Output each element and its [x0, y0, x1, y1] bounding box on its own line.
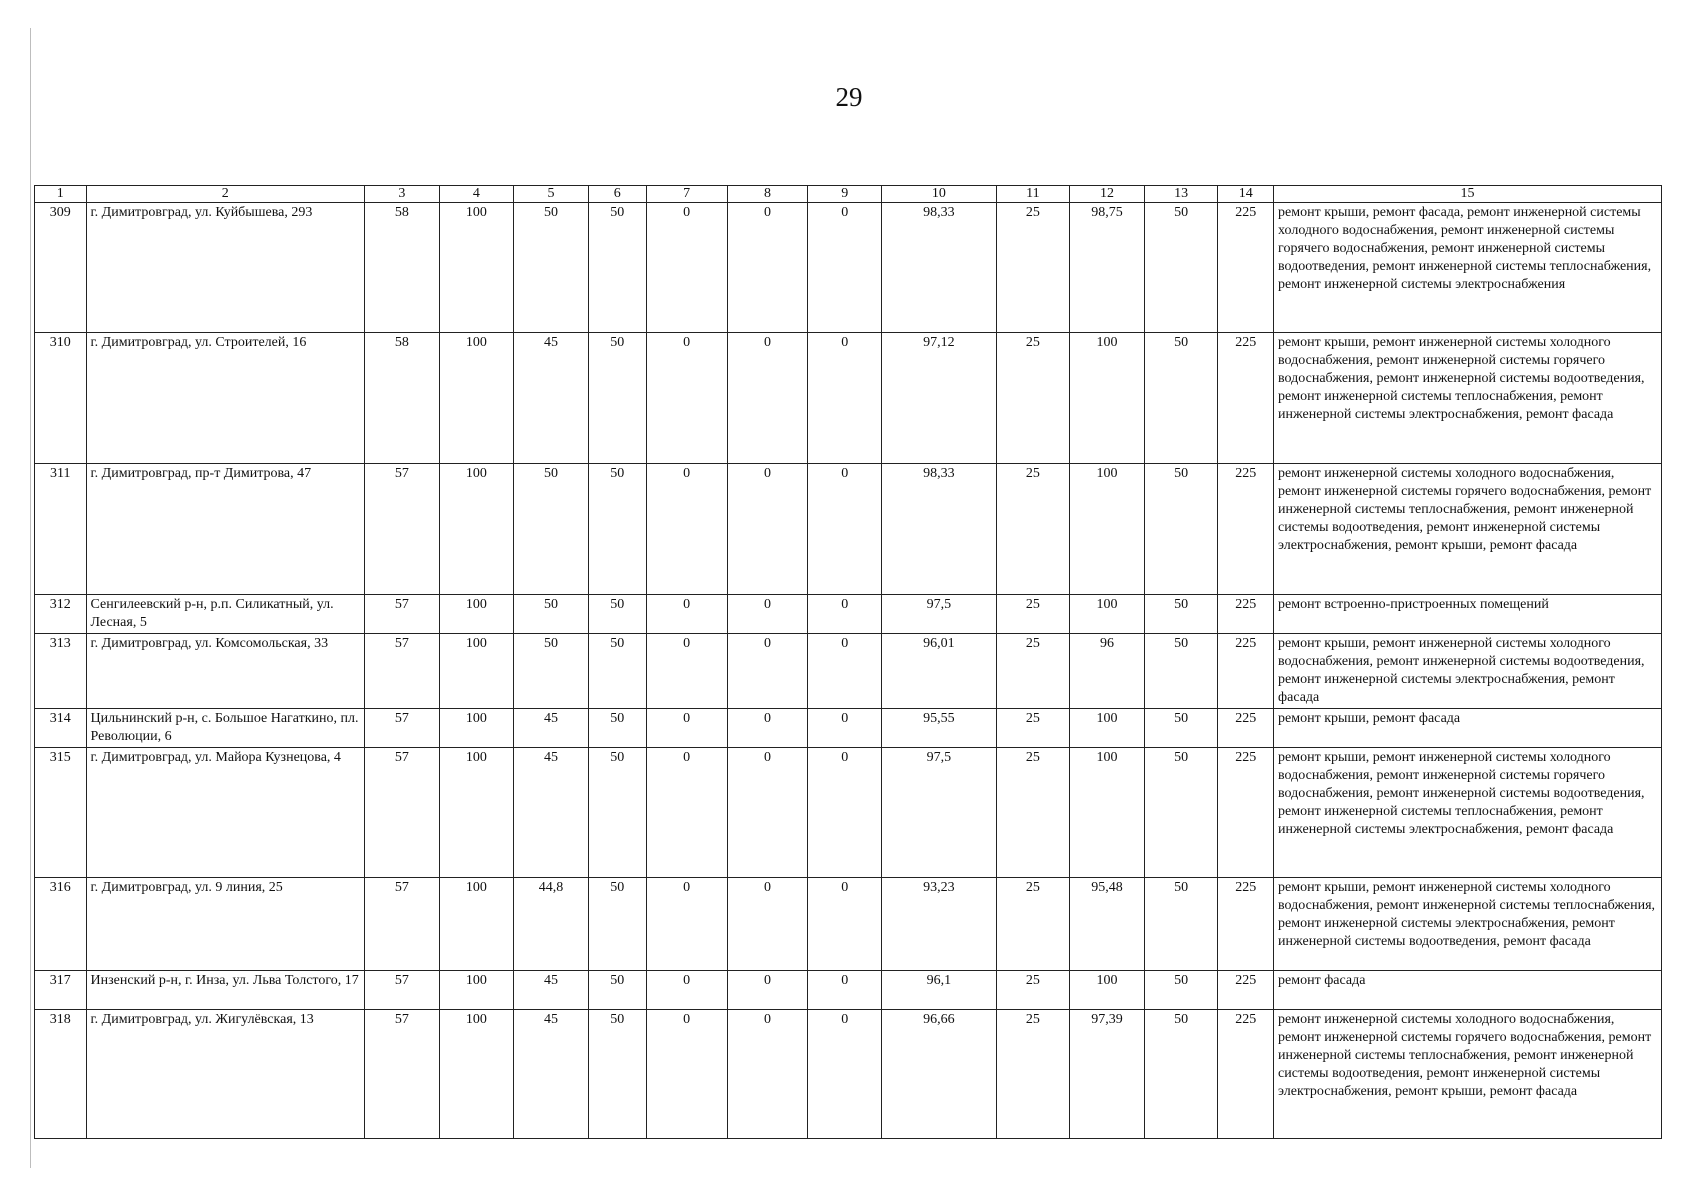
value-cell: 95,48	[1070, 878, 1145, 971]
table-row	[35, 333, 1662, 464]
value-cell: 45	[514, 709, 589, 748]
value-cell: 96,01	[882, 634, 997, 709]
value-cell: 50	[588, 203, 646, 333]
value-cell: 50	[1144, 595, 1218, 634]
value-cell: 0	[727, 203, 808, 333]
value-cell: 58	[365, 333, 440, 464]
value-cell: 96,66	[882, 1010, 997, 1139]
address-cell: г. Димитровград, ул. Строителей, 16	[86, 333, 365, 464]
value-cell: 225	[1218, 878, 1274, 971]
value-cell: 100	[439, 333, 514, 464]
col-header: 7	[646, 186, 727, 203]
value-cell: 0	[808, 333, 882, 464]
address-cell: г. Димитровград, ул. 9 линия, 25	[86, 878, 365, 971]
value-cell: 97,12	[882, 333, 997, 464]
value-cell: 25	[996, 333, 1070, 464]
works-cell: ремонт фасада	[1274, 971, 1662, 1010]
value-cell: 0	[646, 464, 727, 595]
value-cell: 50	[588, 1010, 646, 1139]
value-cell: 100	[1070, 333, 1145, 464]
col-header: 11	[996, 186, 1070, 203]
row-number: 314	[35, 709, 87, 748]
address-cell: г. Димитровград, ул. Куйбышева, 293	[86, 203, 365, 333]
col-header: 14	[1218, 186, 1274, 203]
value-cell: 57	[365, 709, 440, 748]
works-cell: ремонт крыши, ремонт инженерной системы холодного водоснабжения, ремонт инженерной системы горячего водоснабжения, ремонт инженерной системы водоотведения, ремонт инженерной системы теплоснабжения, ремонт инженерной системы электроснабжения, ремонт фасада	[1274, 748, 1662, 878]
value-cell: 100	[1070, 971, 1145, 1010]
value-cell: 50	[588, 878, 646, 971]
value-cell: 25	[996, 203, 1070, 333]
value-cell: 57	[365, 464, 440, 595]
value-cell: 0	[808, 709, 882, 748]
value-cell: 100	[439, 1010, 514, 1139]
value-cell: 93,23	[882, 878, 997, 971]
value-cell: 97,5	[882, 748, 997, 878]
value-cell: 0	[727, 1010, 808, 1139]
value-cell: 57	[365, 634, 440, 709]
value-cell: 50	[514, 464, 589, 595]
value-cell: 0	[646, 878, 727, 971]
works-cell: ремонт крыши, ремонт инженерной системы холодного водоснабжения, ремонт инженерной системы водоотведения, ремонт инженерной системы электроснабжения, ремонт фасада	[1274, 634, 1662, 709]
value-cell: 0	[646, 595, 727, 634]
value-cell: 100	[439, 709, 514, 748]
value-cell: 96,1	[882, 971, 997, 1010]
value-cell: 96	[1070, 634, 1145, 709]
value-cell: 50	[588, 595, 646, 634]
repair-register-table	[34, 185, 1662, 1139]
page-number: 29	[835, 82, 863, 112]
value-cell: 0	[646, 709, 727, 748]
value-cell: 100	[439, 634, 514, 709]
value-cell: 50	[1144, 709, 1218, 748]
address-cell: г. Димитровград, ул. Комсомольская, 33	[86, 634, 365, 709]
value-cell: 0	[808, 878, 882, 971]
value-cell: 0	[808, 464, 882, 595]
col-header: 8	[727, 186, 808, 203]
value-cell: 0	[646, 203, 727, 333]
value-cell: 0	[646, 634, 727, 709]
value-cell: 100	[1070, 595, 1145, 634]
value-cell: 0	[727, 878, 808, 971]
value-cell: 225	[1218, 203, 1274, 333]
value-cell: 45	[514, 1010, 589, 1139]
row-number: 310	[35, 333, 87, 464]
works-cell: ремонт крыши, ремонт фасада	[1274, 709, 1662, 748]
value-cell: 0	[646, 971, 727, 1010]
value-cell: 50	[1144, 1010, 1218, 1139]
table-row	[35, 878, 1662, 971]
col-header: 9	[808, 186, 882, 203]
works-cell: ремонт инженерной системы холодного водоснабжения, ремонт инженерной системы горячего водоснабжения, ремонт инженерной системы теплоснабжения, ремонт инженерной системы водоотведения, ремонт инженерной системы электроснабжения, ремонт крыши, ремонт фасада	[1274, 464, 1662, 595]
value-cell: 0	[727, 464, 808, 595]
col-header: 3	[365, 186, 440, 203]
col-header: 12	[1070, 186, 1145, 203]
value-cell: 25	[996, 748, 1070, 878]
works-cell: ремонт крыши, ремонт инженерной системы холодного водоснабжения, ремонт инженерной системы теплоснабжения, ремонт инженерной системы электроснабжения, ремонт инженерной системы водоотведения, ремонт фасада	[1274, 878, 1662, 971]
value-cell: 58	[365, 203, 440, 333]
value-cell: 225	[1218, 634, 1274, 709]
value-cell: 225	[1218, 709, 1274, 748]
value-cell: 50	[588, 634, 646, 709]
value-cell: 225	[1218, 748, 1274, 878]
value-cell: 0	[727, 333, 808, 464]
value-cell: 50	[588, 464, 646, 595]
value-cell: 0	[646, 333, 727, 464]
col-header: 13	[1144, 186, 1218, 203]
value-cell: 50	[514, 634, 589, 709]
value-cell: 50	[588, 971, 646, 1010]
value-cell: 100	[439, 464, 514, 595]
value-cell: 98,75	[1070, 203, 1145, 333]
value-cell: 100	[439, 595, 514, 634]
value-cell: 97,39	[1070, 1010, 1145, 1139]
value-cell: 50	[1144, 878, 1218, 971]
row-number: 318	[35, 1010, 87, 1139]
value-cell: 25	[996, 1010, 1070, 1139]
value-cell: 100	[439, 203, 514, 333]
value-cell: 225	[1218, 333, 1274, 464]
value-cell: 0	[727, 595, 808, 634]
value-cell: 50	[1144, 971, 1218, 1010]
row-number: 312	[35, 595, 87, 634]
address-cell: г. Димитровград, ул. Жигулёвская, 13	[86, 1010, 365, 1139]
works-cell: ремонт крыши, ремонт инженерной системы холодного водоснабжения, ремонт инженерной системы горячего водоснабжения, ремонт инженерной системы водоотведения, ремонт инженерной системы теплоснабжения, ремонт инженерной системы электроснабжения, ремонт фасада	[1274, 333, 1662, 464]
value-cell: 0	[727, 748, 808, 878]
row-number: 313	[35, 634, 87, 709]
value-cell: 44,8	[514, 878, 589, 971]
value-cell: 97,5	[882, 595, 997, 634]
value-cell: 57	[365, 595, 440, 634]
value-cell: 50	[588, 748, 646, 878]
value-cell: 100	[439, 971, 514, 1010]
value-cell: 50	[1144, 333, 1218, 464]
value-cell: 45	[514, 333, 589, 464]
row-number: 309	[35, 203, 87, 333]
value-cell: 25	[996, 709, 1070, 748]
value-cell: 0	[727, 971, 808, 1010]
value-cell: 25	[996, 878, 1070, 971]
value-cell: 25	[996, 464, 1070, 595]
value-cell: 100	[1070, 464, 1145, 595]
value-cell: 0	[808, 634, 882, 709]
value-cell: 0	[808, 595, 882, 634]
column-number-row	[35, 186, 1662, 203]
value-cell: 45	[514, 971, 589, 1010]
value-cell: 0	[808, 748, 882, 878]
value-cell: 45	[514, 748, 589, 878]
table-row	[35, 203, 1662, 333]
table-row	[35, 971, 1662, 1010]
value-cell: 0	[808, 1010, 882, 1139]
col-header: 4	[439, 186, 514, 203]
row-number: 315	[35, 748, 87, 878]
row-number: 316	[35, 878, 87, 971]
table-row	[35, 709, 1662, 748]
margin-rule	[30, 28, 31, 1168]
value-cell: 100	[439, 878, 514, 971]
value-cell: 0	[808, 971, 882, 1010]
value-cell: 50	[514, 203, 589, 333]
value-cell: 50	[588, 709, 646, 748]
value-cell: 57	[365, 1010, 440, 1139]
row-number: 311	[35, 464, 87, 595]
value-cell: 0	[646, 1010, 727, 1139]
value-cell: 225	[1218, 595, 1274, 634]
value-cell: 225	[1218, 971, 1274, 1010]
value-cell: 100	[1070, 748, 1145, 878]
value-cell: 57	[365, 878, 440, 971]
value-cell: 25	[996, 971, 1070, 1010]
address-cell: Сенгилеевский р-н, р.п. Силикатный, ул. Лесная, 5	[86, 595, 365, 634]
value-cell: 225	[1218, 464, 1274, 595]
value-cell: 0	[646, 748, 727, 878]
value-cell: 100	[1070, 709, 1145, 748]
value-cell: 98,33	[882, 464, 997, 595]
table-row	[35, 595, 1662, 634]
value-cell: 100	[439, 748, 514, 878]
value-cell: 0	[808, 203, 882, 333]
value-cell: 95,55	[882, 709, 997, 748]
works-cell: ремонт инженерной системы холодного водоснабжения, ремонт инженерной системы горячего водоснабжения, ремонт инженерной системы теплоснабжения, ремонт инженерной системы водоотведения, ремонт инженерной системы электроснабжения, ремонт крыши, ремонт фасада	[1274, 1010, 1662, 1139]
value-cell: 57	[365, 748, 440, 878]
value-cell: 25	[996, 595, 1070, 634]
value-cell: 0	[727, 709, 808, 748]
value-cell: 50	[1144, 634, 1218, 709]
table-row	[35, 464, 1662, 595]
address-cell: Цильнинский р-н, с. Большое Нагаткино, пл. Революции, 6	[86, 709, 365, 748]
col-header: 2	[86, 186, 365, 203]
col-header: 5	[514, 186, 589, 203]
table-row	[35, 1010, 1662, 1139]
address-cell: г. Димитровград, ул. Майора Кузнецова, 4	[86, 748, 365, 878]
value-cell: 50	[514, 595, 589, 634]
value-cell: 50	[1144, 203, 1218, 333]
col-header: 6	[588, 186, 646, 203]
works-cell: ремонт встроенно-пристроенных помещений	[1274, 595, 1662, 634]
row-number: 317	[35, 971, 87, 1010]
value-cell: 225	[1218, 1010, 1274, 1139]
value-cell: 25	[996, 634, 1070, 709]
col-header: 1	[35, 186, 87, 203]
value-cell: 50	[588, 333, 646, 464]
address-cell: г. Димитровград, пр-т Димитрова, 47	[86, 464, 365, 595]
value-cell: 50	[1144, 748, 1218, 878]
value-cell: 0	[727, 634, 808, 709]
col-header: 10	[882, 186, 997, 203]
value-cell: 50	[1144, 464, 1218, 595]
value-cell: 98,33	[882, 203, 997, 333]
works-cell: ремонт крыши, ремонт фасада, ремонт инженерной системы холодного водоснабжения, ремонт инженерной системы горячего водоснабжения, ремонт инженерной системы водоотведения, ремонт инженерной системы теплоснабжения, ремонт инженерной системы электроснабжения	[1274, 203, 1662, 333]
value-cell: 57	[365, 971, 440, 1010]
table-row	[35, 634, 1662, 709]
col-header: 15	[1274, 186, 1662, 203]
table-row	[35, 748, 1662, 878]
address-cell: Инзенский р-н, г. Инза, ул. Льва Толстого, 17	[86, 971, 365, 1010]
